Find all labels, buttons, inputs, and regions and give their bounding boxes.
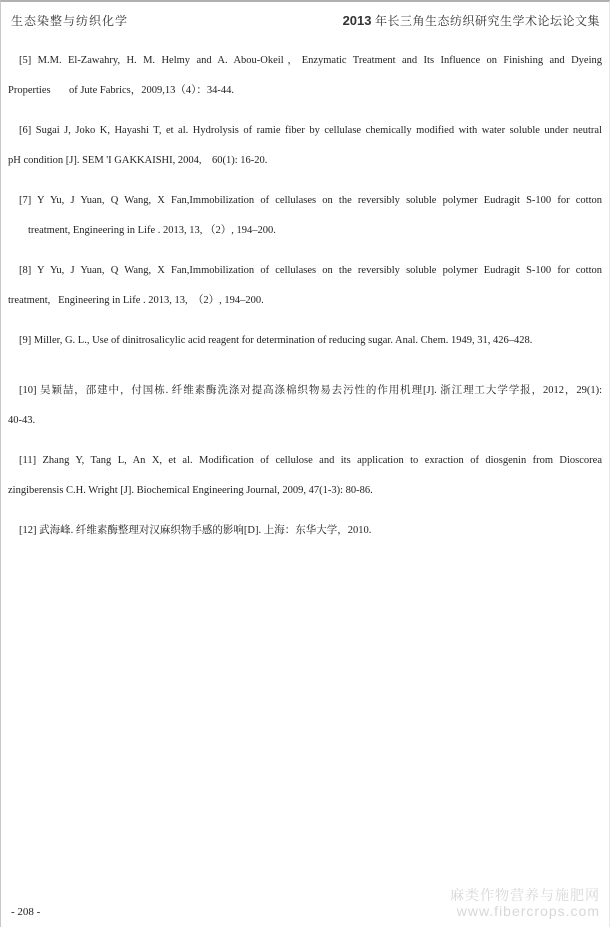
reference-line: [10] 吴颖喆，邵建中，付国栋. 纤维素酶洗涤对提高涤棉织物易去污性的作用机理[J]. 浙江理工大学学报，2012，29(1): — [19, 385, 602, 396]
reference-line: 40-43. — [8, 415, 36, 426]
reference-item — [8, 116, 602, 176]
reference-item — [8, 326, 602, 356]
reference-item — [8, 376, 602, 436]
watermark — [450, 887, 600, 919]
reference-line: [5] M.M. El-Zawahry, H. M. Helmy and A. Abou-Okeil，Enzymatic Treatment and Its Influence on Finishing and Dyeing — [19, 55, 602, 66]
reference-line: [11] Zhang Y, Tang L, An X, et al. Modification of cellulose and its application to exraction of diosgenin from Dioscorea — [19, 455, 602, 466]
section-title: 生态染整与纺织化学 — [11, 14, 129, 28]
proceedings-year: 2013 — [342, 13, 372, 28]
proceedings-title — [343, 12, 600, 29]
reference-item — [8, 256, 602, 316]
reference-line: Properties of Jute Fabrics，2009,13（4）：34-44. — [8, 85, 235, 96]
page-header — [1, 2, 609, 29]
reference-line: [9] Miller, G. L., Use of dinitrosalicylic acid reagent for determination of reducing sugar. Anal. Chem. 1949, 31, 426–428. — [19, 335, 533, 346]
reference-item — [8, 516, 602, 546]
reference-line: zingiberensis C.H. Wright [J]. Biochemical Engineering Journal, 2009, 47(1-3): 80-86. — [8, 485, 373, 496]
reference-line: [8] Y Yu, J Yuan, Q Wang, X Fan,Immobilization of cellulases on the reversibly soluble polymer Eudragit S-100 for cotton — [19, 265, 602, 276]
reference-line: [6] Sugai J, Joko K, Hayashi T, et al. Hydrolysis of ramie fiber by cellulase chemically modified with water soluble under neutral — [19, 125, 602, 136]
reference-line: treatment, Engineering in Life . 2013, 13, （2）, 194–200. — [8, 295, 264, 306]
reference-line: treatment, Engineering in Life . 2013, 13, （2）, 194–200. — [28, 225, 276, 236]
reference-list — [1, 46, 609, 546]
proceedings-title-text: 年长三角生态纺织研究生学术论坛论文集 — [371, 14, 600, 28]
page-number: - 208 - — [11, 906, 41, 918]
reference-line: pH condition [J]. SEM 'I GAKKAISHI, 2004, 60(1): 16-20. — [8, 155, 268, 166]
reference-line: [12] 武海峰. 纤维素酶整理对汉麻织物手感的影响[D]. 上海：东华大学，2010. — [19, 525, 372, 536]
watermark-site-url: www.fibercrops.com — [456, 903, 600, 919]
reference-item — [8, 446, 602, 506]
reference-line: [7] Y Yu, J Yuan, Q Wang, X Fan,Immobilization of cellulases on the reversibly soluble polymer Eudragit S-100 for cotton — [19, 195, 602, 206]
watermark-site-name: 麻类作物营养与施肥网 — [450, 887, 600, 903]
reference-item — [8, 46, 602, 106]
reference-item — [8, 186, 602, 246]
